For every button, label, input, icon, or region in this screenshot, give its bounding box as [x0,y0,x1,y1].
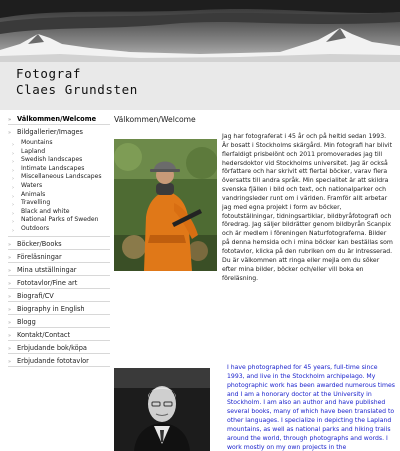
sidebar-subitem-label: Waters [21,181,43,189]
sidebar-item-exhibitions[interactable] [8,263,110,276]
double-chevron-icon: » [8,306,12,313]
chevron-right-icon: › [12,142,14,148]
sidebar-item-label: Blogg [17,317,36,326]
sidebar-subitem-label: Travelling [21,199,51,207]
sidebar-subitem-travelling[interactable] [8,199,110,208]
intro-text-english: I have photographed for 45 years, full-time since 1993, and live in the Stockholm archipelago. My photographic work has been awarded numerous times and I am a honorary doctor at the University in Stockholm. I am also an author and have published several books, many of which have been translated to other languages. I specialize in depicting the Lapland mountains, as well as national parks and hiking trails around the world, through photographs and words. I work mostly on my own projects in the [227,364,395,451]
sidebar-item-offer-book[interactable] [8,341,110,354]
sidebar-subitem-label: Animals [21,190,46,198]
sidebar-subitem-lapland[interactable] [8,148,110,157]
sidebar-item-biography-english[interactable] [8,302,110,315]
sidebar-subitem-label: Lapland [21,147,46,155]
sidebar-subitem-animals[interactable] [8,191,110,200]
chevron-right-icon: › [12,202,14,209]
sidebar-item-welcome[interactable] [8,112,110,125]
double-chevron-icon: » [8,280,12,287]
sidebar-subitem-national-parks[interactable] [8,216,110,225]
site-title-line-1: Fotograf [16,66,82,81]
sidebar-subitem-intimate-landscapes[interactable] [8,165,110,174]
double-chevron-icon: » [8,345,12,352]
sidebar-subitem-label: Mountains [21,139,53,146]
sidebar-item-lectures[interactable] [8,250,110,263]
sidebar-subitem-label: Miscellaneous Landscapes [21,173,102,181]
sidebar-subitem-label: Intimate Landscapes [21,164,85,172]
chevron-right-icon: › [12,176,14,183]
sidebar-item-label: Biography in English [17,304,85,313]
double-chevron-icon: » [8,254,12,261]
sidebar-item-contact[interactable] [8,328,110,341]
sidebar-subitem-miscellaneous-landscapes[interactable] [8,173,110,182]
sidebar-item-label: Föreläsningar [17,252,62,261]
sidebar-subitem-waters[interactable] [8,182,110,191]
sidebar-item-label: Välkommen/Welcome [17,115,97,123]
sidebar-item-offer-prints[interactable] [8,354,110,367]
site-title-bar [0,62,400,110]
sidebar-subnav-images [8,138,110,237]
sidebar-item-label: Kontakt/Contact [17,330,71,339]
sidebar-item-fine-art[interactable] [8,276,110,289]
page-title: Välkommen/Welcome [114,115,196,124]
sidebar-item-label: Fototavlor/Fine art [17,278,78,287]
double-chevron-icon: » [8,319,12,326]
intro-text-swedish: Jag har fotograferat i 45 år och på heltid sedan 1993. Är bosatt i Stockholms skärgård. Min fotografi har blivit flerfaldigt prisbelönt och 2011 promoverades jag till hedersdoktor vid Stockholms universitet. Jag är också författare och har skrivit ett flertal böcker, varav flera översatts till andra språk. Min specialitet är att skildra svenska fjällen i bild och text, och nationalparker och vandringsleder runt om i världen. Framför allt arbetar jag med egna projekt i form av böcker, fotoutställningar, tidningsartiklar, bildbyråfotografi och föredrag. Jag säljer bildrätter genom bildbyrån Scanpix och är medlem i föreningen Naturfotograferna. Bilder på denna hemsida och i mina böcker kan beställas som fototavlor, klicka på den rubriken om du är intresserad. Du är välkommen att ringa eller mejla om du söker efter mina bilder, böcker och/eller vill boka en föreläsning. [222,133,393,282]
sidebar-subitem-outdoors[interactable] [8,225,110,234]
sidebar-subitem-black-and-white[interactable] [8,208,110,217]
sidebar-subitem-mountains[interactable] [8,139,110,148]
chevron-right-icon: › [12,210,14,217]
sidebar-item-label: Bildgallerier/Images [17,128,83,136]
double-chevron-icon: » [8,241,12,248]
chevron-right-icon: › [12,193,14,200]
double-chevron-icon: » [8,332,12,339]
chevron-right-icon: › [12,150,14,157]
sidebar-item-label: Erbjudande bok/köpa [17,343,87,352]
sidebar-item-images[interactable] [8,125,110,138]
sidebar-item-label: Böcker/Books [17,239,62,248]
sidebar-subitem-swedish-landscapes[interactable] [8,156,110,165]
double-chevron-icon: » [8,130,12,136]
chevron-right-icon: › [12,227,14,234]
mountain-landscape-image [0,0,400,62]
chevron-right-icon: › [12,219,14,226]
double-chevron-icon: » [8,358,12,365]
sidebar-subitem-label: Outdoors [21,224,50,232]
sidebar-item-label: Mina utställningar [17,265,77,274]
header-banner-image [0,0,400,62]
sidebar-item-label: Erbjudande fototavlor [17,356,89,365]
double-chevron-icon: » [8,293,12,300]
sidebar-item-blog[interactable] [8,315,110,328]
sidebar-subitem-label: National Parks of Sweden [21,216,99,224]
chevron-right-icon: › [12,159,14,166]
photographer-outdoor-photo [114,139,217,271]
sidebar-nav [8,112,110,367]
photographer-portrait-photo [114,368,210,451]
double-chevron-icon: » [8,267,12,274]
sidebar-subitem-label: Swedish landscapes [21,156,83,164]
double-chevron-icon: » [8,117,12,123]
sidebar-subitem-label: Black and white [21,207,70,215]
sidebar-item-label: Biografi/CV [17,291,54,300]
site-title-line-2: Claes Grundsten [16,82,138,97]
sidebar-item-books[interactable] [8,237,110,250]
chevron-right-icon: › [12,184,14,191]
sidebar-item-biography-cv[interactable] [8,289,110,302]
chevron-right-icon: › [12,167,14,174]
